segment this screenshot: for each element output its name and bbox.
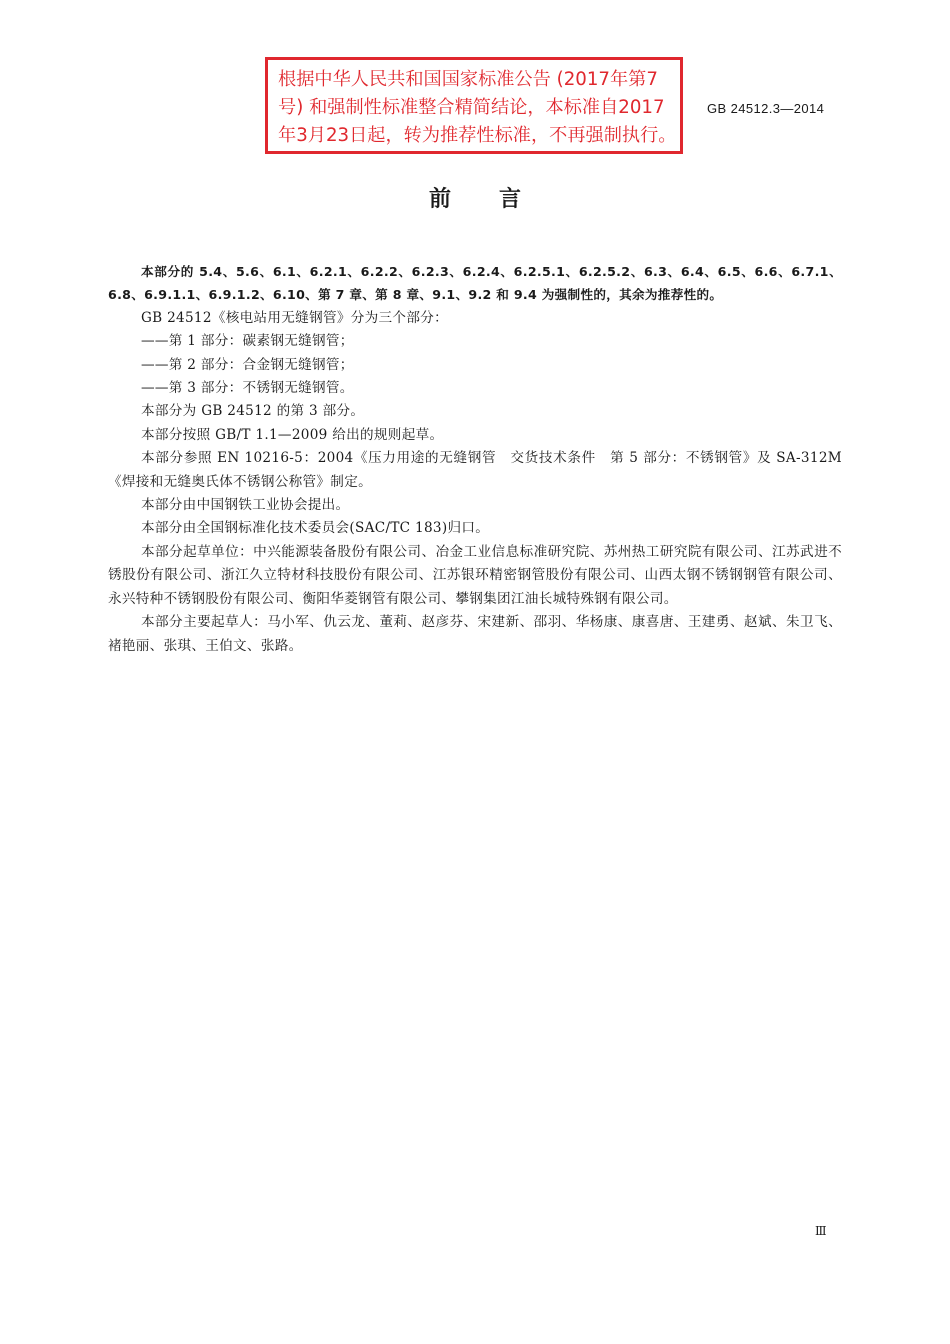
notice-line-2: 号) 和强制性标准整合精简结论，本标准自2017 — [278, 97, 665, 118]
foreword-body — [108, 260, 842, 658]
committee-paragraph: 本部分由全国钢标准化技术委员会(SAC/TC 183)归口。 — [141, 520, 490, 537]
drafters-paragraph: 本部分主要起草人：马小军、仇云龙、董莉、赵彦芬、宋建新、邵羽、华杨康、康喜唐、王建勇、赵斌、朱卫飞、褚艳丽、张琪、王伯文、张路。 — [108, 614, 842, 654]
part-3-item: ——第 3 部分：不锈钢无缝钢管。 — [141, 380, 354, 397]
notice-line-1: 根据中华人民共和国国家标准公告 (2017年第7 — [278, 69, 658, 90]
drafting-units-paragraph: 本部分起草单位：中兴能源装备股份有限公司、冶金工业信息标准研究院、苏州热工研究院有限公司、江苏武进不锈股份有限公司、浙江久立特材科技股份有限公司、江苏银环精密钢管股份有限公司、山西太钢不锈钢钢管有限公司、永兴特种不锈钢股份有限公司、衡阳华菱钢管有限公司、攀钢集团江油长城特殊钢有限公司。 — [108, 543, 842, 607]
page-number: Ⅲ — [815, 1224, 827, 1238]
page-title: 前言 — [428, 187, 569, 212]
notice-line-3: 年3月23日起，转为推荐性标准，不再强制执行。 — [278, 125, 677, 146]
proposer-paragraph: 本部分由中国钢铁工业协会提出。 — [141, 497, 350, 514]
part-1-item: ——第 1 部分：碳素钢无缝钢管； — [141, 333, 354, 350]
part-2-item: ——第 2 部分：合金钢无缝钢管； — [141, 356, 354, 373]
parts-intro-paragraph: GB 24512《核电站用无缝钢管》分为三个部分： — [141, 309, 449, 326]
part-statement-paragraph: 本部分为 GB 24512 的第 3 部分。 — [141, 403, 365, 420]
notice-box — [265, 57, 683, 154]
drafting-rules-paragraph: 本部分按照 GB/T 1.1—2009 给出的规则起草。 — [141, 426, 444, 443]
reference-standards-paragraph: 本部分参照 EN 10216-5：2004《压力用途的无缝钢管 交货技术条件 第 5 部分：不锈钢管》及 SA-312M《焊接和无缝奥氏体不锈钢公称管》制定。 — [108, 450, 842, 490]
mandatory-clauses-paragraph: 本部分的 5.4、5.6、6.1、6.2.1、6.2.2、6.2.3、6.2.4、6.2.5.1、6.2.5.2、6.3、6.4、6.5、6.6、6.7.1、6.8、6.9.1.1、6.9.1.2、6.10、第 7 章、第 8 章、9.1、9.2 和 9.4 为强制性的，其余为推荐性的。 — [108, 264, 842, 303]
standard-number: GB 24512.3—2014 — [707, 101, 825, 116]
